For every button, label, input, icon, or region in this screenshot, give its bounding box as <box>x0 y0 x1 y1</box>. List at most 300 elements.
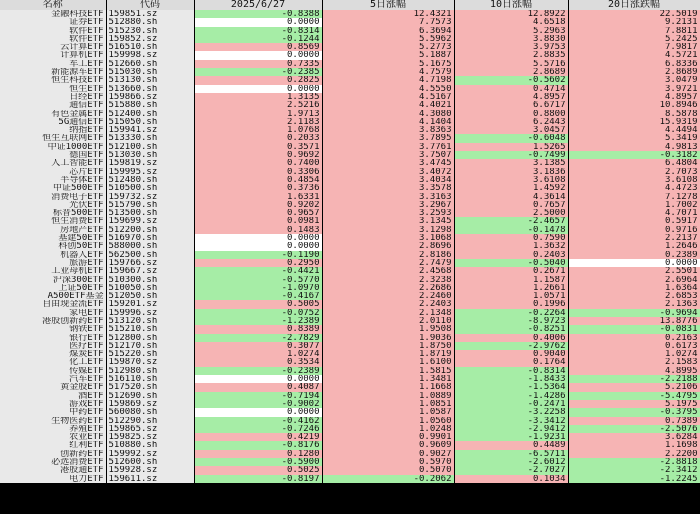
cell-date-change: 0.4219 <box>194 433 322 441</box>
cell-20day: -5.4795 <box>568 392 700 400</box>
cell-5day: 0.9027 <box>322 450 454 458</box>
table-row[interactable] <box>0 259 700 267</box>
cell-name: 中证500ETF <box>0 184 106 192</box>
cell-10day: 0.4714 <box>454 85 568 93</box>
cell-5day: 0.5970 <box>322 458 454 466</box>
table-row[interactable] <box>0 93 700 101</box>
cell-5day: 3.4034 <box>322 176 454 184</box>
cell-20day: -1.2245 <box>568 475 700 483</box>
table-row[interactable] <box>0 110 700 118</box>
table-row[interactable] <box>0 350 700 358</box>
cell-20day: 9.2131 <box>568 18 700 26</box>
cell-code: 513330.sh <box>106 134 194 142</box>
cell-name: 计算机ETF <box>0 51 106 59</box>
cell-20day: -0.3182 <box>568 151 700 159</box>
cell-name: 半导体ETF <box>0 176 106 184</box>
cell-20day: 4.4723 <box>568 184 700 192</box>
table-row[interactable] <box>0 226 700 234</box>
table-row[interactable] <box>0 325 700 333</box>
table-row[interactable] <box>0 284 700 292</box>
header-row <box>0 0 700 10</box>
cell-20day: 4.8957 <box>568 93 700 101</box>
cell-code: 512600.sh <box>106 458 194 466</box>
cell-name: 光伏ETF <box>0 201 106 209</box>
cell-date-change: 0.7400 <box>194 159 322 167</box>
table-row[interactable] <box>0 375 700 383</box>
table-row[interactable] <box>0 209 700 217</box>
table-row[interactable] <box>0 176 700 184</box>
cell-10day: 0.7657 <box>454 201 568 209</box>
cell-20day: 4.8995 <box>568 367 700 375</box>
cell-10day: 1.0571 <box>454 292 568 300</box>
cell-name: 证券ETF <box>0 18 106 26</box>
table-row[interactable] <box>0 151 700 159</box>
cell-10day: 3.1385 <box>454 159 568 167</box>
cell-name: 房地产ETF <box>0 226 106 234</box>
cell-20day: 8.5878 <box>568 110 700 118</box>
cell-code: 159869.sz <box>106 400 194 408</box>
cell-code: 516970.sh <box>106 234 194 242</box>
table-row[interactable] <box>0 101 700 109</box>
cell-code: 159819.sz <box>106 159 194 167</box>
cell-5day: 3.2593 <box>322 209 454 217</box>
cell-5day: 4.3080 <box>322 110 454 118</box>
cell-name: 标普500ETF <box>0 209 106 217</box>
cell-name: 汽车ETF <box>0 375 106 383</box>
cell-date-change: 0.4087 <box>194 383 322 391</box>
cell-code: 515230.sh <box>106 27 194 35</box>
cell-20day: 7.8811 <box>568 27 700 35</box>
cell-date-change: 0.8389 <box>194 325 322 333</box>
header-5day-change[interactable]: 5日涨幅 <box>322 0 454 10</box>
cell-name: 港股创新药ETF <box>0 317 106 325</box>
cell-10day: -3.3412 <box>454 417 568 425</box>
cell-20day: -0.9694 <box>568 309 700 317</box>
cell-10day: 3.0457 <box>454 126 568 134</box>
cell-10day: -0.7499 <box>454 151 568 159</box>
cell-10day: 0.9040 <box>454 350 568 358</box>
cell-name: 游戏ETF <box>0 400 106 408</box>
table-row[interactable] <box>0 43 700 51</box>
cell-10day: 3.6108 <box>454 176 568 184</box>
cell-code: 562500.sh <box>106 251 194 259</box>
cell-5day: 0.5070 <box>322 466 454 474</box>
table-row[interactable] <box>0 292 700 300</box>
cell-code: 510880.sh <box>106 441 194 449</box>
cell-10day: -2.6012 <box>454 458 568 466</box>
cell-name: 医疗ETF <box>0 342 106 350</box>
cell-date-change: 0.9657 <box>194 209 322 217</box>
cell-5day: 4.5550 <box>322 85 454 93</box>
cell-10day: 4.8957 <box>454 93 568 101</box>
cell-code: 515030.sh <box>106 68 194 76</box>
table-row[interactable] <box>0 60 700 68</box>
cell-name: 5G通信ETF <box>0 118 106 126</box>
table-row[interactable] <box>0 450 700 458</box>
cell-20day: 1.0274 <box>568 350 700 358</box>
cell-5day: 1.8750 <box>322 342 454 350</box>
cell-5day: 1.9508 <box>322 325 454 333</box>
cell-code: 159852.sz <box>106 35 194 43</box>
cell-code: 515790.sh <box>106 201 194 209</box>
cell-code: 513660.sh <box>106 85 194 93</box>
table-row[interactable] <box>0 475 700 483</box>
cell-5day: 1.9036 <box>322 334 454 342</box>
cell-code: 512200.sh <box>106 226 194 234</box>
cell-5day: 2.0110 <box>322 317 454 325</box>
cell-20day: 2.2200 <box>568 450 700 458</box>
cell-name: 化工ETF <box>0 358 106 366</box>
cell-5day: 1.5815 <box>322 367 454 375</box>
cell-date-change: -0.7246 <box>194 425 322 433</box>
cell-date-change: 0.2033 <box>194 134 322 142</box>
cell-date-change: 0.0981 <box>194 217 322 225</box>
cell-5day: 2.8696 <box>322 242 454 250</box>
cell-20day: -2.5076 <box>568 425 700 433</box>
cell-name: 日经ETF <box>0 93 106 101</box>
cell-code: 512170.sh <box>106 342 194 350</box>
table-row[interactable] <box>0 433 700 441</box>
cell-name: 人工智能ETF <box>0 159 106 167</box>
cell-name: 钢铁ETF <box>0 325 106 333</box>
cell-date-change: 0.3534 <box>194 358 322 366</box>
cell-10day: 2.8835 <box>454 51 568 59</box>
cell-name: 生物医药ETF <box>0 417 106 425</box>
cell-date-change: -0.2385 <box>194 68 322 76</box>
cell-5day: 4.1404 <box>322 118 454 126</box>
cell-5day: 3.7507 <box>322 151 454 159</box>
cell-5day: 1.6100 <box>322 358 454 366</box>
table-row[interactable] <box>0 68 700 76</box>
cell-code: 512800.sh <box>106 334 194 342</box>
cell-5day: 0.9609 <box>322 441 454 449</box>
cell-name: 德国ETF <box>0 151 106 159</box>
cell-20day: 5.2106 <box>568 383 700 391</box>
table-row[interactable] <box>0 168 700 176</box>
cell-20day: 3.6108 <box>568 176 700 184</box>
cell-20day: 22.5019 <box>568 10 700 18</box>
cell-date-change: 0.7335 <box>194 60 322 68</box>
cell-code: 159996.sz <box>106 309 194 317</box>
cell-10day: 2.8689 <box>454 68 568 76</box>
cell-code: 159865.sz <box>106 425 194 433</box>
cell-10day: -0.8251 <box>454 325 568 333</box>
cell-date-change: -1.0970 <box>194 284 322 292</box>
table-row[interactable] <box>0 143 700 151</box>
cell-name: 红利ETF <box>0 441 106 449</box>
header-date-change[interactable]: 2025/6/27 <box>194 0 322 10</box>
cell-name: 软件ETF <box>0 35 106 43</box>
cell-date-change: -0.5900 <box>194 458 322 466</box>
cell-date-change: 0.0000 <box>194 18 322 26</box>
cell-10day: -0.5602 <box>454 76 568 84</box>
cell-10day: -2.9412 <box>454 425 568 433</box>
cell-10day: -0.8314 <box>454 367 568 375</box>
table-row[interactable] <box>0 76 700 84</box>
cell-5day: 1.0889 <box>322 392 454 400</box>
cell-code: 515880.sh <box>106 101 194 109</box>
cell-5day: 1.0560 <box>322 417 454 425</box>
cell-date-change: -0.8176 <box>194 441 322 449</box>
table-row[interactable] <box>0 35 700 43</box>
cell-date-change: 1.0274 <box>194 350 322 358</box>
cell-5day: 5.1887 <box>322 51 454 59</box>
cell-code: 159992.sz <box>106 450 194 458</box>
table-row[interactable] <box>0 184 700 192</box>
table-row[interactable] <box>0 18 700 26</box>
cell-code: 513030.sh <box>106 151 194 159</box>
cell-5day: 3.2967 <box>322 201 454 209</box>
cell-5day: 0.9901 <box>322 433 454 441</box>
cell-code: 516510.sh <box>106 43 194 51</box>
cell-date-change: 0.0000 <box>194 85 322 93</box>
cell-date-change: -0.8388 <box>194 10 322 18</box>
table-row[interactable] <box>0 251 700 259</box>
cell-5day: 1.0587 <box>322 408 454 416</box>
cell-5day: 4.4021 <box>322 101 454 109</box>
cell-date-change: 0.0000 <box>194 242 322 250</box>
cell-20day: 2.1583 <box>568 358 700 366</box>
cell-5day: 2.2460 <box>322 292 454 300</box>
cell-code: 515210.sh <box>106 325 194 333</box>
table-row[interactable] <box>0 193 700 201</box>
cell-name: 云计算ETF <box>0 43 106 51</box>
cell-10day: 0.1764 <box>454 358 568 366</box>
cell-name: 机器人ETF <box>0 251 106 259</box>
cell-name: 酒ETF <box>0 392 106 400</box>
table-row[interactable] <box>0 134 700 142</box>
table-row[interactable] <box>0 118 700 126</box>
cell-20day: 2.6964 <box>568 276 700 284</box>
cell-code: 510300.sh <box>106 276 194 284</box>
cell-name: 创新药ETF <box>0 450 106 458</box>
cell-20day: 1.7002 <box>568 201 700 209</box>
table-row[interactable] <box>0 27 700 35</box>
cell-date-change: 0.3077 <box>194 342 322 350</box>
cell-code: 159928.sz <box>106 466 194 474</box>
header-10day-change[interactable]: 10日涨幅 <box>454 0 568 10</box>
cell-date-change: 0.8569 <box>194 43 322 51</box>
cell-code: 512660.sh <box>106 60 194 68</box>
cell-20day: 3.0479 <box>568 76 700 84</box>
cell-code: 512980.sh <box>106 367 194 375</box>
cell-5day: 1.3481 <box>322 375 454 383</box>
cell-20day: 0.2163 <box>568 334 700 342</box>
cell-name: 养殖ETF <box>0 425 106 433</box>
cell-10day: 0.8800 <box>454 110 568 118</box>
cell-5day: 2.2403 <box>322 300 454 308</box>
cell-name: 旅游ETF <box>0 259 106 267</box>
cell-5day: -0.2062 <box>322 475 454 483</box>
cell-date-change: 0.1483 <box>194 226 322 234</box>
cell-code: 159699.sz <box>106 217 194 225</box>
cell-20day: -0.0831 <box>568 325 700 333</box>
cell-20day: 4.9813 <box>568 143 700 151</box>
header-20day-change[interactable]: 20日涨跌幅 <box>568 0 700 10</box>
cell-10day: -3.2258 <box>454 408 568 416</box>
cell-name: 上证50ETF <box>0 284 106 292</box>
cell-10day: 0.2403 <box>454 251 568 259</box>
cell-name: 通信ETF <box>0 101 106 109</box>
table-row[interactable] <box>0 85 700 93</box>
table-row[interactable] <box>0 10 700 18</box>
table-row[interactable] <box>0 334 700 342</box>
table-row[interactable] <box>0 234 700 242</box>
cell-20day: 1.2646 <box>568 242 700 250</box>
cell-code: 560080.sh <box>106 408 194 416</box>
cell-date-change: 0.4854 <box>194 176 322 184</box>
cell-date-change: -0.4162 <box>194 417 322 425</box>
table-row[interactable] <box>0 201 700 209</box>
cell-name: 自由现金流ETF <box>0 300 106 308</box>
cell-20day: 6.8336 <box>568 60 700 68</box>
cell-code: 516110.sh <box>106 375 194 383</box>
cell-5day: 12.4321 <box>322 10 454 18</box>
cell-20day: 15.9319 <box>568 118 700 126</box>
cell-code: 159667.sz <box>106 267 194 275</box>
cell-10day: 1.4592 <box>454 184 568 192</box>
cell-date-change: -1.2389 <box>194 317 322 325</box>
table-row[interactable] <box>0 159 700 167</box>
cell-10day: 0.2671 <box>454 267 568 275</box>
cell-20day: 0.6173 <box>568 342 700 350</box>
cell-code: 159201.sz <box>106 300 194 308</box>
cell-name: 电力ETF <box>0 475 106 483</box>
cell-10day: 3.9753 <box>454 43 568 51</box>
table-row[interactable] <box>0 392 700 400</box>
cell-5day: 3.7895 <box>322 134 454 142</box>
cell-name: 军工ETF <box>0 60 106 68</box>
cell-5day: 3.3163 <box>322 193 454 201</box>
table-body <box>0 10 700 483</box>
cell-date-change: 0.3571 <box>194 143 322 151</box>
cell-10day: -2.9762 <box>454 342 568 350</box>
cell-10day: -1.8433 <box>454 375 568 383</box>
cell-date-change: 0.2950 <box>194 259 322 267</box>
cell-date-change: 1.0768 <box>194 126 322 134</box>
cell-name: 有色金属ETF <box>0 110 106 118</box>
cell-10day: 12.8922 <box>454 10 568 18</box>
cell-code: 512880.sh <box>106 18 194 26</box>
cell-10day: 0.1034 <box>454 475 568 483</box>
cell-code: 513130.sh <box>106 76 194 84</box>
cell-code: 510050.sh <box>106 284 194 292</box>
table-row[interactable] <box>0 276 700 284</box>
table-row[interactable] <box>0 309 700 317</box>
table-row[interactable] <box>0 425 700 433</box>
cell-10day: 1.2661 <box>454 284 568 292</box>
cell-name: 必选消费ETF <box>0 458 106 466</box>
cell-10day: -6.5711 <box>454 450 568 458</box>
cell-20day: 4.7071 <box>568 209 700 217</box>
table-row[interactable] <box>0 267 700 275</box>
header-name[interactable]: 名称 <box>0 0 106 10</box>
cell-name: 芯片ETF <box>0 168 106 176</box>
table-row[interactable] <box>0 358 700 366</box>
table-row[interactable] <box>0 408 700 416</box>
cell-5day: 3.8363 <box>322 126 454 134</box>
cell-code: 159870.sz <box>106 358 194 366</box>
table-row[interactable] <box>0 317 700 325</box>
cell-20day: 2.8689 <box>568 68 700 76</box>
cell-name: 工业母机ETF <box>0 267 106 275</box>
cell-10day: 6.6717 <box>454 101 568 109</box>
cell-10day: -0.2471 <box>454 400 568 408</box>
cell-name: 科创50ETF <box>0 242 106 250</box>
cell-10day: 1.1587 <box>454 276 568 284</box>
cell-5day: 3.4745 <box>322 159 454 167</box>
cell-name: 家电ETF <box>0 309 106 317</box>
table-row[interactable] <box>0 383 700 391</box>
cell-code: 512290.sh <box>106 417 194 425</box>
cell-20day: 2.7073 <box>568 168 700 176</box>
cell-code: 159866.sz <box>106 93 194 101</box>
header-code[interactable]: 代码 <box>106 0 194 10</box>
cell-date-change: 0.1280 <box>194 450 322 458</box>
table-row[interactable] <box>0 300 700 308</box>
cell-code: 159611.sz <box>106 475 194 483</box>
cell-10day: 1.5265 <box>454 143 568 151</box>
table-row[interactable] <box>0 51 700 59</box>
cell-20day: 7.9817 <box>568 43 700 51</box>
cell-name: 黄金股ETF <box>0 383 106 391</box>
table-row[interactable] <box>0 458 700 466</box>
table-row[interactable] <box>0 242 700 250</box>
cell-5day: 5.1675 <box>322 60 454 68</box>
cell-20day: 2.2137 <box>568 234 700 242</box>
table-row[interactable] <box>0 367 700 375</box>
cell-code: 512100.sh <box>106 143 194 151</box>
cell-date-change: 1.9713 <box>194 110 322 118</box>
table-row[interactable] <box>0 400 700 408</box>
cell-name: 传媒ETF <box>0 367 106 375</box>
cell-10day: -0.6048 <box>454 134 568 142</box>
cell-20day: 0.0000 <box>568 259 700 267</box>
cell-5day: 3.4072 <box>322 168 454 176</box>
cell-5day: 6.3694 <box>322 27 454 35</box>
cell-10day: 0.4489 <box>454 441 568 449</box>
cell-date-change: 2.5216 <box>194 101 322 109</box>
cell-code: 513500.sh <box>106 209 194 217</box>
cell-10day: -0.2264 <box>454 309 568 317</box>
cell-10day: -1.4286 <box>454 392 568 400</box>
cell-date-change: 0.5005 <box>194 300 322 308</box>
cell-date-change: -0.9002 <box>194 400 322 408</box>
table-row[interactable] <box>0 466 700 474</box>
cell-10day: 0.1996 <box>454 300 568 308</box>
table-row[interactable] <box>0 217 700 225</box>
cell-date-change: -0.2389 <box>194 367 322 375</box>
table-row[interactable] <box>0 342 700 350</box>
cell-5day: 4.7579 <box>322 68 454 76</box>
cell-code: 159995.sz <box>106 168 194 176</box>
table-row[interactable] <box>0 126 700 134</box>
cell-date-change: -0.1244 <box>194 35 322 43</box>
cell-5day: 2.3238 <box>322 276 454 284</box>
cell-date-change: -0.1190 <box>194 251 322 259</box>
cell-name: 银行ETF <box>0 334 106 342</box>
cell-date-change: 0.9692 <box>194 151 322 159</box>
cell-code: 159825.sz <box>106 433 194 441</box>
cell-code: 512480.sh <box>106 176 194 184</box>
cell-20day: 2.1363 <box>568 300 700 308</box>
table-row[interactable] <box>0 441 700 449</box>
cell-20day: 0.2389 <box>568 251 700 259</box>
cell-20day: 2.6853 <box>568 292 700 300</box>
table-row[interactable] <box>0 417 700 425</box>
cell-10day: -0.5040 <box>454 259 568 267</box>
cell-date-change: -0.8197 <box>194 475 322 483</box>
